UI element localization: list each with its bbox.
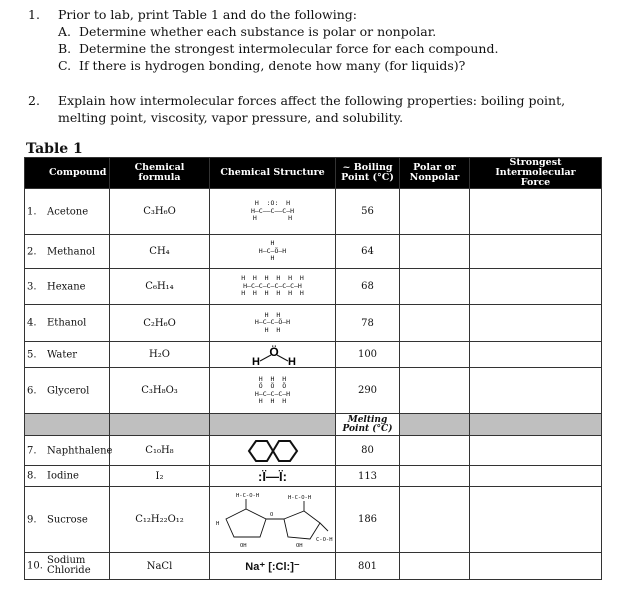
compound-cell — [25, 436, 113, 466]
instruction-2-line1: Explain how intermolecular forces affect the following properties: boiling point, — [58, 93, 566, 108]
melting-label-line1: Melting — [347, 414, 388, 425]
header-force-line2: Intermolecular — [495, 167, 576, 178]
structure-naphthalene — [210, 436, 336, 466]
sucrose-group-label: H-C-O-H — [287, 494, 311, 501]
header-bp-line2: Point (°C) — [341, 172, 394, 183]
instruction-1b-text: Determine the strongest intermolecular force for each compound. — [79, 41, 499, 56]
table-row-acetone — [25, 189, 602, 235]
header-formula-line2: formula — [138, 172, 181, 183]
formula-cell: C₁₀H₈ — [110, 436, 210, 466]
sucrose-group-label: OH — [239, 542, 247, 549]
sucrose-group-label: H-C-O-H — [235, 492, 259, 499]
header-polar-line1: Polar or — [413, 162, 456, 173]
polarity-input[interactable] — [400, 436, 470, 466]
force-input[interactable] — [470, 368, 602, 414]
sucrose-group-label: C-O-H — [315, 536, 333, 543]
instruction-1a-text: Determine whether each substance is polar or nonpolar. — [79, 24, 437, 39]
bp-cell: 68 — [336, 269, 400, 305]
compound-cell — [25, 466, 110, 487]
force-input[interactable] — [470, 269, 602, 305]
force-input[interactable] — [470, 487, 602, 553]
header-bp — [336, 158, 400, 189]
row-number: 3. — [27, 281, 37, 292]
ring-left — [249, 441, 273, 461]
header-polar-line2: Nonpolar — [409, 172, 460, 183]
formula-cell: CH₄ — [110, 235, 210, 269]
structure-hexane: H H H H H H H—C—C—C—C—C—C—H H H H H H H — [210, 269, 336, 305]
mp-cell: 186 — [336, 487, 400, 553]
instruction-1-text: Prior to lab, print Table 1 and do the following: — [58, 7, 357, 22]
row-number: 4. — [27, 317, 37, 329]
table-title: Table 1 — [26, 141, 83, 157]
mp-cell: 801 — [336, 553, 400, 580]
fructose-ring — [284, 511, 320, 539]
table-row-naphthalene — [25, 436, 602, 466]
compound-name: Water — [47, 349, 78, 360]
row-number: 6. — [27, 385, 37, 396]
polarity-input[interactable] — [400, 466, 470, 487]
mp-cell: 113 — [336, 466, 400, 487]
glucose-ring — [226, 509, 266, 537]
separator-cell — [25, 414, 110, 436]
naphthalene-rings — [245, 438, 301, 464]
instruction-2-number: 2. — [28, 93, 40, 108]
polarity-input[interactable] — [400, 305, 470, 342]
separator-cell — [400, 414, 470, 436]
table-row-ethanol — [25, 305, 602, 342]
structure-sucrose — [210, 487, 336, 553]
table-row-methanol — [25, 235, 602, 269]
mp-cell: 80 — [336, 436, 400, 466]
formula-cell: C₃H₆O — [110, 189, 210, 235]
melting-point-separator — [25, 414, 602, 436]
force-input[interactable] — [470, 235, 602, 269]
sucrose-structure — [212, 489, 334, 551]
formula-cell: C₃H₈O₃ — [110, 368, 210, 414]
melting-point-header — [336, 414, 400, 436]
compound-name: Iodine — [47, 470, 79, 482]
table-header-row — [25, 158, 602, 189]
hydrogen-atom: H — [287, 355, 296, 367]
table-row-glycerol — [25, 368, 602, 414]
polarity-input[interactable] — [400, 487, 470, 553]
header-formula — [110, 158, 210, 189]
structure-iodine: :Ï—Ï: — [210, 466, 336, 487]
table-row-iodine — [25, 466, 602, 487]
compound-name: Sucrose — [47, 514, 88, 525]
structure-acetone: H :O: H H—C——C——C—H H H — [210, 189, 336, 235]
compound-name — [47, 556, 91, 576]
separator-cell — [210, 414, 336, 436]
compound-name: Acetone — [47, 206, 89, 217]
sucrose-group-label: OH — [295, 542, 303, 549]
polarity-input[interactable] — [400, 235, 470, 269]
row-number: 9. — [27, 514, 37, 525]
row-number: 2. — [27, 246, 37, 257]
bp-cell: 56 — [336, 189, 400, 235]
header-structure: Chemical Structure — [210, 158, 336, 189]
instruction-1c-text: If there is hydrogen bonding, denote how many (for liquids)? — [79, 58, 466, 73]
compound-name-line2: Chloride — [47, 565, 91, 576]
structure-methanol: H H—C—Ö—H H — [210, 235, 336, 269]
row-number: 5. — [27, 349, 37, 360]
bp-cell: 64 — [336, 235, 400, 269]
formula-cell: C₁₂H₂₂O₁₂ — [110, 487, 210, 553]
bp-cell: 290 — [336, 368, 400, 414]
melting-label-line2: Point (°C) — [342, 423, 393, 434]
polarity-input[interactable] — [400, 553, 470, 580]
polarity-input[interactable] — [400, 368, 470, 414]
table-row-sodium-chloride — [25, 553, 602, 580]
compound-cell — [25, 269, 110, 305]
sodium-ion: Na⁺ — [245, 560, 266, 573]
water-structure — [238, 343, 308, 367]
header-force-line3: Force — [520, 177, 551, 188]
oxygen-atom: Ö — [268, 344, 279, 359]
bond — [320, 523, 328, 531]
compound-name: Glycerol — [47, 385, 90, 396]
separator-cell — [110, 414, 210, 436]
force-input[interactable] — [470, 553, 602, 580]
separator-cell — [470, 414, 602, 436]
polarity-input[interactable] — [400, 269, 470, 305]
row-number: 10. — [27, 560, 43, 572]
compound-cell — [25, 189, 110, 235]
compound-name-line1: Sodium — [47, 555, 86, 566]
instruction-1c-letter: C. — [58, 58, 72, 73]
instruction-1-number: 1. — [28, 7, 40, 22]
structure-ethanol: H H H—C—C—Ö—H H H — [210, 305, 336, 342]
polarity-input[interactable] — [400, 342, 470, 368]
table-row-water — [25, 342, 602, 368]
compound-cell — [25, 235, 110, 269]
formula-cell: C₆H₁₄ — [110, 269, 210, 305]
force-input[interactable] — [470, 466, 602, 487]
compound-name: Hexane — [47, 281, 86, 292]
compound-name: Methanol — [47, 246, 96, 257]
compound-cell — [25, 342, 110, 368]
compound-cell — [25, 368, 110, 414]
sucrose-group-label: O — [269, 511, 273, 518]
force-input[interactable] — [470, 189, 602, 235]
instruction-2-line2: melting point, viscosity, vapor pressure, and solubility. — [58, 110, 404, 125]
sucrose-group-label: H — [215, 520, 219, 527]
compound-cell — [25, 487, 110, 553]
instruction-1b-letter: B. — [58, 41, 72, 56]
force-input[interactable] — [470, 436, 602, 466]
row-number: 7. — [27, 445, 37, 456]
polarity-input[interactable] — [400, 189, 470, 235]
table-row-sucrose — [25, 487, 602, 553]
bp-cell: 78 — [336, 305, 400, 342]
compound-table — [24, 157, 602, 580]
structure-nacl — [210, 553, 336, 580]
compound-cell — [25, 553, 110, 580]
ring-right — [273, 441, 297, 461]
header-bp-line1: ~ Boiling — [342, 162, 393, 173]
chloride-ion: [:Cl:]⁻ — [268, 560, 300, 573]
formula-cell: I₂ — [110, 466, 210, 487]
hydrogen-atom: H — [251, 355, 260, 367]
instruction-1a-letter: A. — [58, 24, 72, 39]
table-row-hexane — [25, 269, 602, 305]
header-force-line1: Strongest — [509, 157, 562, 168]
formula-cell: H₂O — [110, 342, 210, 368]
compound-name: Ethanol — [47, 317, 87, 329]
header-compound: Compound — [25, 158, 110, 189]
row-number: 8. — [27, 470, 37, 482]
header-formula-line1: Chemical — [134, 162, 185, 173]
formula-cell: C₂H₆O — [110, 305, 210, 342]
compound-cell — [25, 305, 110, 342]
formula-cell: NaCl — [110, 553, 210, 580]
structure-water — [210, 342, 336, 368]
bp-cell: 100 — [336, 342, 400, 368]
header-polarity — [400, 158, 470, 189]
header-force — [470, 158, 602, 189]
compound-name: Naphthalene — [47, 445, 113, 456]
force-input[interactable] — [470, 305, 602, 342]
force-input[interactable] — [470, 342, 602, 368]
structure-glycerol: H H H Ö Ö Ö H—C—C—C—H H H H — [210, 368, 336, 414]
row-number: 1. — [27, 206, 37, 217]
